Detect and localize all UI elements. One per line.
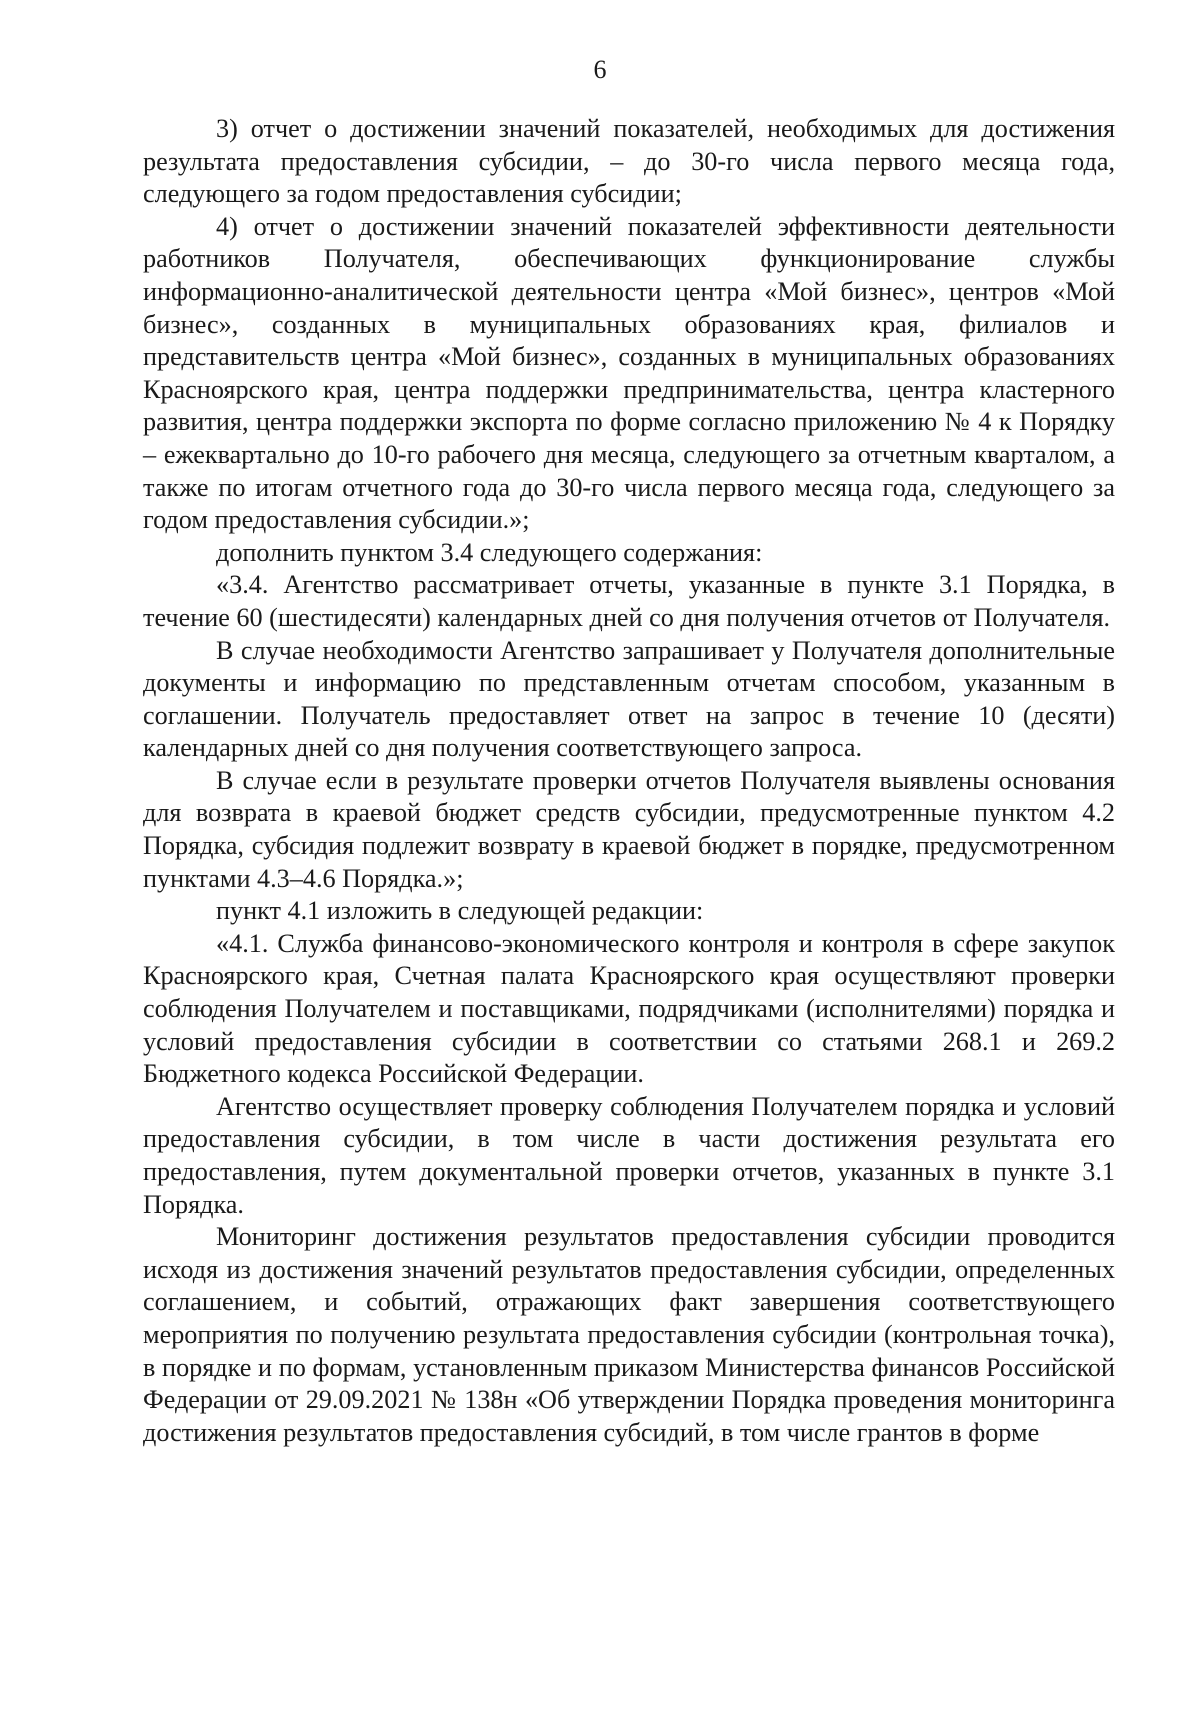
- paragraph-clause-4-1: «4.1. Служба финансово-экономического контроля и контроля в сфере закупок Красноярского края, Счетная палата Красноярского края осуществляют проверки соблюдения Получателем и поставщиками, подрядчиками (исполнителями) порядка и условий предоставления субсидии в соответствии со статьями 268.1 и 269.2 Бюджетного кодекса Российской Федерации.: [143, 928, 1115, 1089]
- document-body: [143, 113, 1115, 1449]
- page-number: 6: [593, 55, 607, 84]
- paragraph-refund-grounds: В случае если в результате проверки отчетов Получателя выявлены основания для возврата в краевой бюджет средств субсидии, предусмотренные пунктом 4.2 Порядка, субсидия подлежит возврату в краевой бюджет в порядке, предусмотренном пунктами 4.3–4.6 Порядка.»;: [143, 765, 1115, 893]
- paragraph-amend-4-1: пункт 4.1 изложить в следующей редакции:: [216, 896, 704, 926]
- paragraph-agency-check: Агентство осуществляет проверку соблюдения Получателем порядка и условий предоставления субсидии, в том числе в части достижения результата его предоставления, путем документальной проверки отчетов, указанных в пункте 3.1 Порядка.: [143, 1091, 1115, 1219]
- paragraph-monitoring: Мониторинг достижения результатов предоставления субсидии проводится исходя из достижения значений результатов предоставления субсидии, определенных соглашением, и событий, отражающих факт завершения соответствующего мероприятия по получению результата предоставления субсидии (контрольная точка), в порядке и по формам, установленным приказом Министерства финансов Российской Федерации от 29.09.2021 № 138н «Об утверждении Порядка проведения мониторинга достижения результатов предоставления субсидий, в том числе грантов в форме: [143, 1222, 1115, 1447]
- paragraph-amend-3-4: дополнить пунктом 3.4 следующего содержания:: [216, 537, 763, 567]
- paragraph-item-3-report: 3) отчет о достижении значений показателей, необходимых для достижения результата предоставления субсидии, – до 30-го числа первого месяца года, следующего за годом предоставления субсидии;: [143, 114, 1115, 209]
- paragraph-additional-docs: В случае необходимости Агентство запрашивает у Получателя дополнительные документы и информацию по представленным отчетам способом, указанным в соглашении. Получатель предоставляет ответ на запрос в течение 10 (десяти) календарных дней со дня получения соответствующего запроса.: [143, 635, 1115, 763]
- paragraph-clause-3-4: «3.4. Агентство рассматривает отчеты, указанные в пункте 3.1 Порядка, в течение 60 (шестидесяти) календарных дней со дня получения отчетов от Получателя.: [143, 570, 1115, 632]
- paragraph-item-4-report: 4) отчет о достижении значений показателей эффективности деятельности работников Получателя, обеспечивающих функционирование службы информационно-аналитической деятельности центра «Мой бизнес», центров «Мой бизнес», созданных в муниципальных образованиях края, филиалов и представительств центра «Мой бизнес», созданных в муниципальных образованиях Красноярского края, центра поддержки предпринимательства, центра кластерного развития, центра поддержки экспорта по форме согласно приложению № 4 к Порядку – ежеквартально до 10-го рабочего дня месяца, следующего за отчетным кварталом, а также по итогам отчетного года до 30-го числа первого месяца года, следующего за годом предоставления субсидии.»;: [143, 211, 1115, 535]
